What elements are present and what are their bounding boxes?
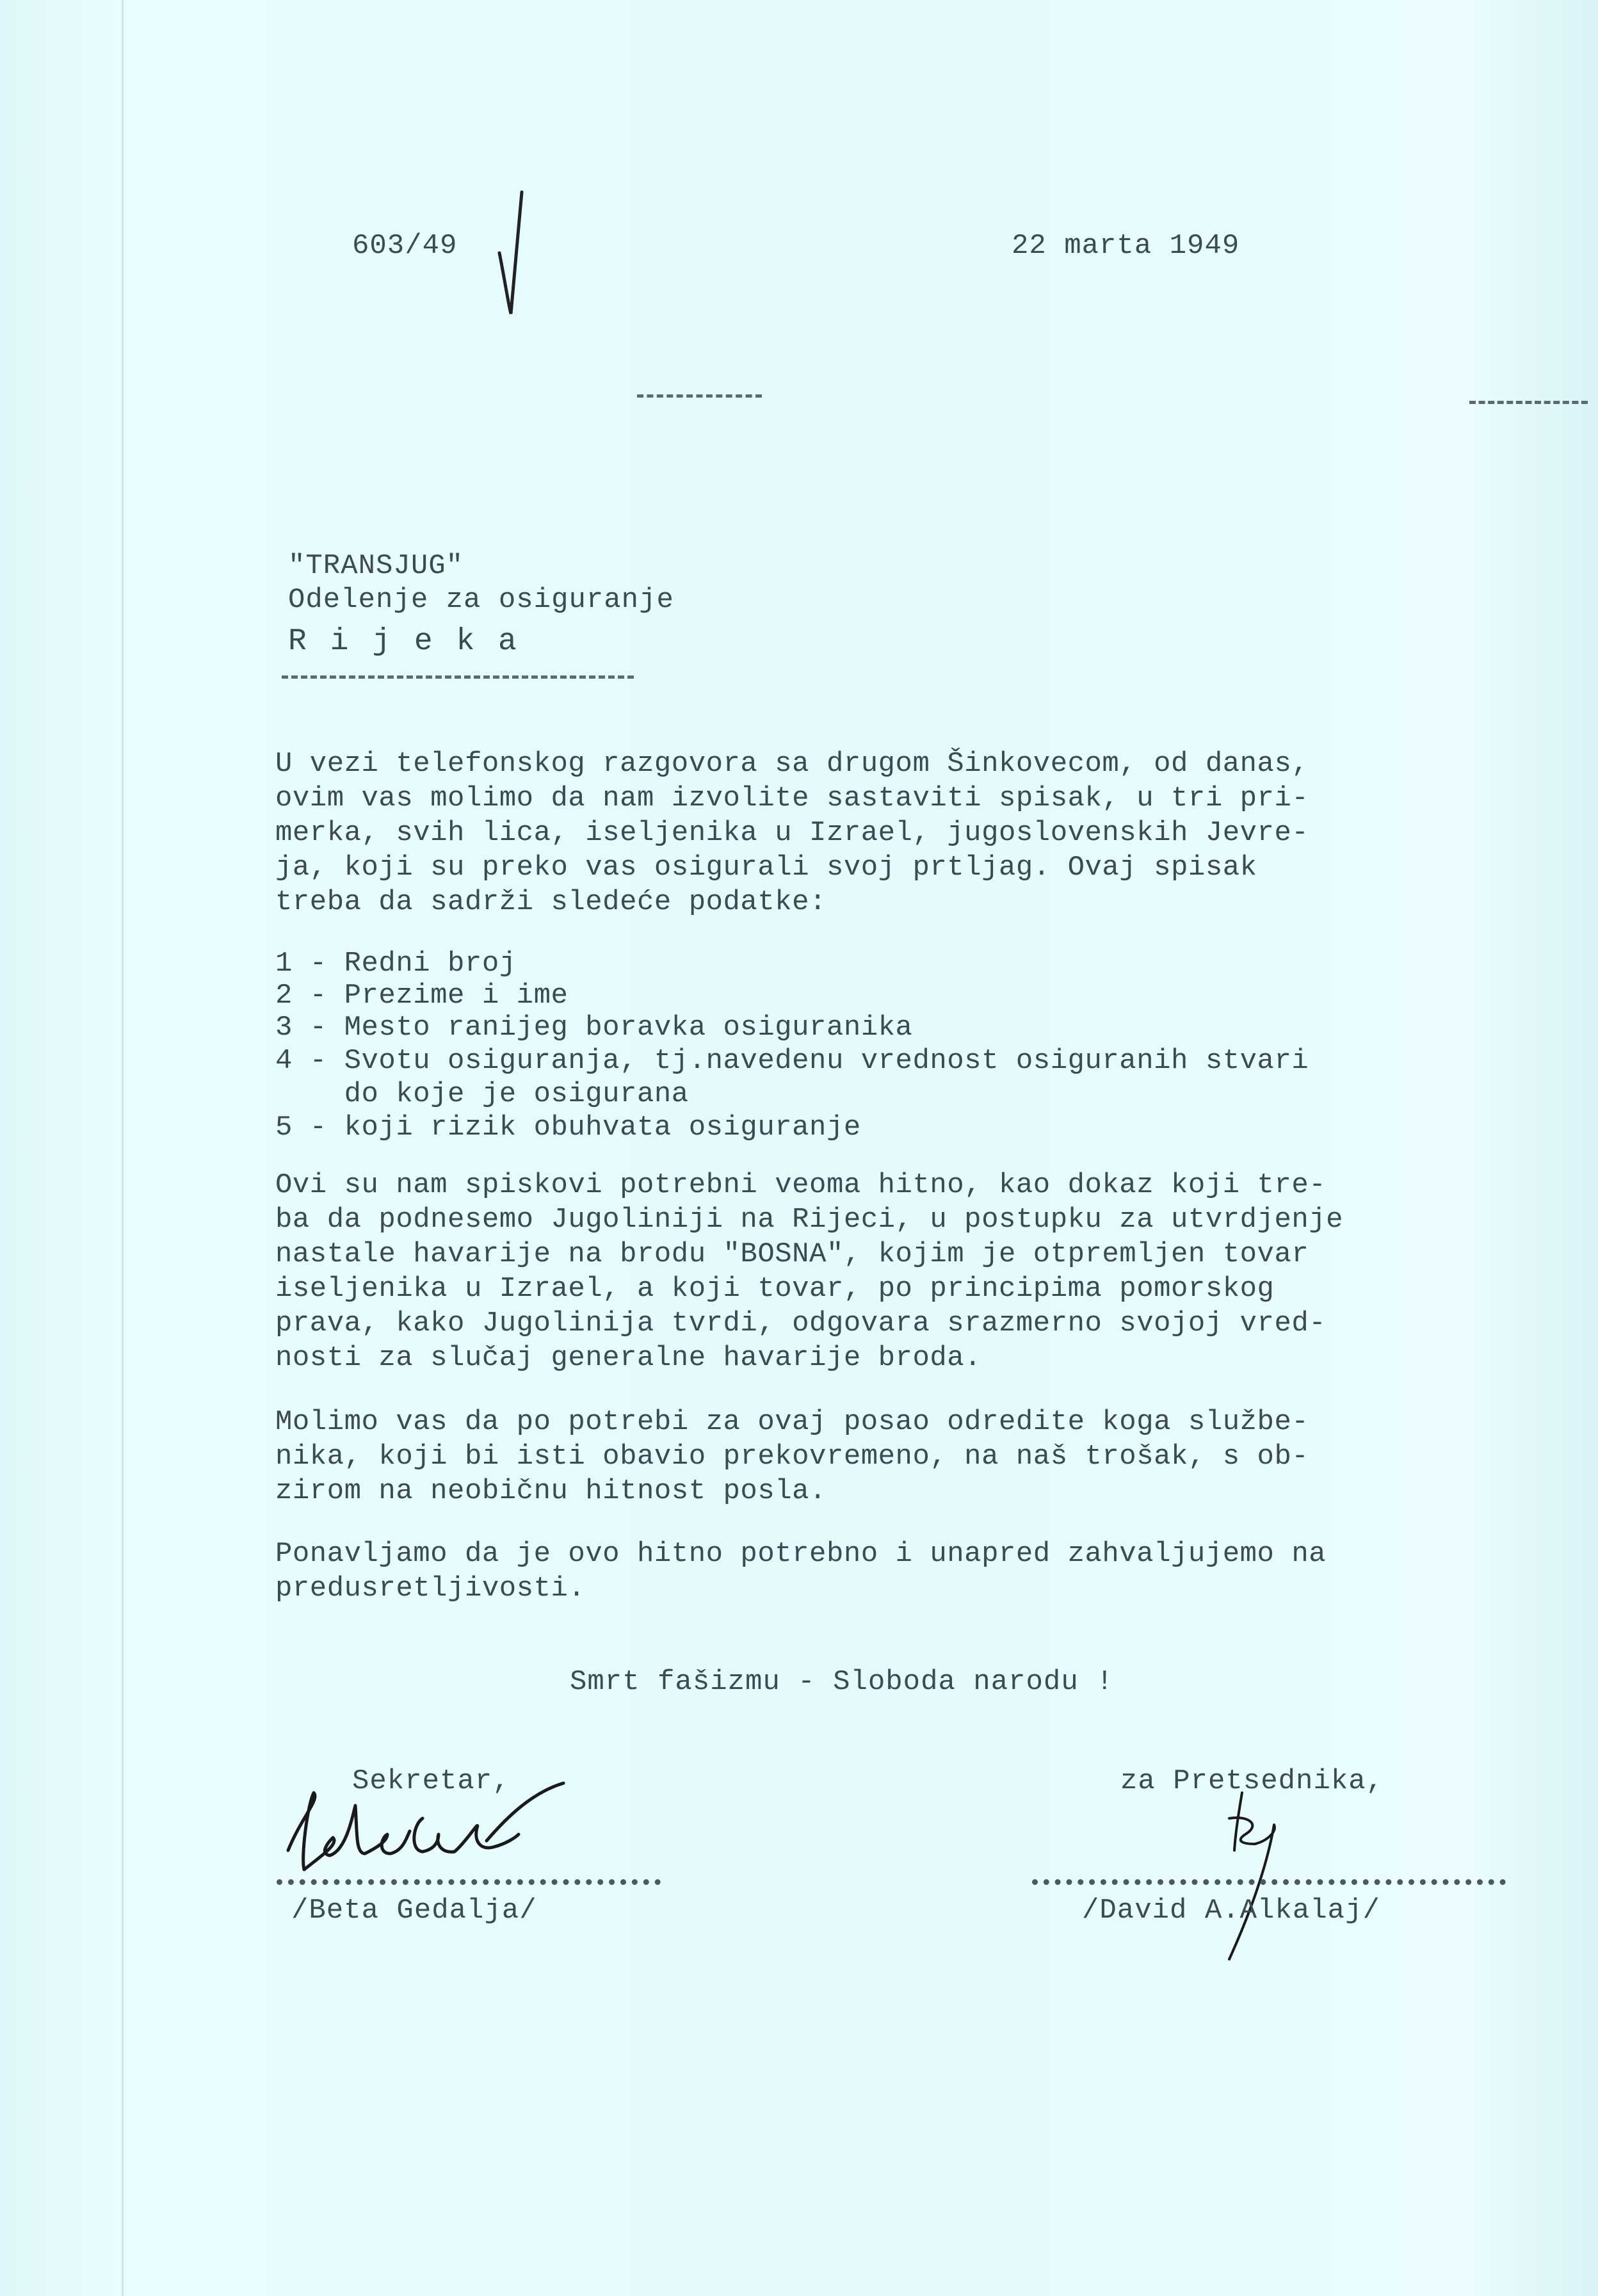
intro-line: U vezi telefonskog razgovora sa drugom Šinkovecom, od danas, [275,748,1309,780]
left-signatory-name: /Beta Gedalja/ [291,1895,537,1927]
body-line: predusretljivosti. [275,1572,586,1605]
closing-salutation: Smrt fašizmu - Sloboda narodu ! [570,1666,1114,1698]
body-line: Ovi su nam spiskovi potrebni veoma hitno, kao dokaz koji tre- [275,1169,1327,1201]
intro-line: ovim vas molimo da nam izvolite sastaviti spisak, u tri pri- [275,782,1309,814]
body-line: Ponavljamo da je ovo hitno potrebno i unapred zahvaljujemo na [275,1538,1327,1570]
body-line: zirom na neobičnu hitnost posla. [275,1475,827,1507]
right-signatory-title: za Pretsednika, [1120,1765,1384,1797]
paper-fold-line [122,0,124,2296]
left-signatory-title: Sekretar, [352,1765,510,1797]
header-rule-right [1469,401,1588,404]
body-line: Molimo vas da po potrebi za ovaj posao odredite koga službe- [275,1406,1309,1438]
intro-line: merka, svih lica, iseljenika u Izrael, jugoslovenskih Jevre- [275,817,1309,849]
body-line: nastale havarije na brodu "BOSNA", kojim je otpremljen tovar [275,1238,1309,1270]
reference-number: 603/49 [352,230,458,262]
letter-date: 22 marta 1949 [1012,230,1240,262]
check-mark [493,189,531,317]
body-line: ba da podnesemo Jugoliniji na Rijeci, u postupku za utvrdjenje [275,1204,1344,1236]
body-line: nosti za slučaj generalne havarije broda. [275,1342,982,1374]
list-item: 2 - Prezime i ime [275,980,569,1012]
left-handwritten-signature [275,1780,583,1895]
list-item: 4 - Svotu osiguranja, tj.navedenu vrednost osiguranih stvari [275,1045,1309,1077]
list-item: 1 - Redni broj [275,948,517,980]
body-line: prava, kako Jugolinija tvrdi, odgovara srazmerno svojoj vred- [275,1307,1327,1339]
right-signatory-name: /David A.Alkalaj/ [1082,1895,1380,1927]
list-item: 3 - Mesto ranijeg boravka osiguranika [275,1012,913,1044]
header-rule-left [637,394,762,398]
intro-line: ja, koji su preko vas osigurali svoj prtljag. Ovaj spisak [275,852,1257,884]
right-signature-line [1032,1879,1506,1885]
body-line: nika, koji bi isti obavio prekovremeno, na naš trošak, s ob- [275,1441,1309,1473]
recipient-company: "TRANSJUG" [288,550,464,582]
recipient-underline [282,675,634,679]
left-signature-line [277,1879,661,1885]
recipient-city: R i j e k a [288,624,519,659]
intro-line: treba da sadrži sledeće podatke: [275,886,827,918]
body-line: iseljenika u Izrael, a koji tovar, po principima pomorskog [275,1273,1275,1305]
list-item: 5 - koji rizik obuhvata osiguranje [275,1112,861,1144]
list-item: do koje je osigurana [275,1078,689,1110]
right-handwritten-signature [1216,1780,1293,1966]
recipient-department: Odelenje za osiguranje [288,584,674,616]
